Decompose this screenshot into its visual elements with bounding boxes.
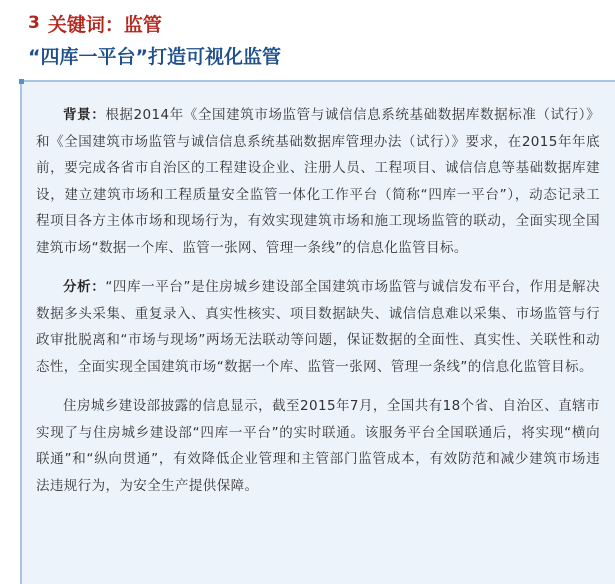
corner-marker-icon	[19, 79, 24, 84]
article-header	[28, 8, 608, 72]
paragraph-text: 住房城乡建设部披露的信息显示，截至2015年7月，全国共有18个省、自治区、直辖市实现了与住房城乡建设部“四库一平台”的实时联通。该服务平台全国联通后，将实现“横向联通”和“纵向贯通”，有效降低企业管理和主管部门监管成本，有效防范和减少建筑市场违法违规行为，为安全生产提供保障。	[36, 398, 600, 494]
article-body	[36, 102, 600, 512]
keyword-heading: 关键词：监管	[47, 13, 162, 36]
article-subtitle: “四库一平台”打造可视化监管	[28, 46, 281, 68]
paragraph-text: 根据2014年《全国建筑市场监管与诚信信息系统基础数据库数据标准（试行）》和《全国建筑市场监管与诚信信息系统基础数据库管理办法（试行）》要求，在2015年年底前，要完成各省市自治区的工程建设企业、注册人员、工程项目、诚信信息等基础数据库建设，建立建筑市场和工程质量安全监管一体化工作平台（简称“四库一平台”），动态记录工程项目各方主体市场和现场行为，有效实现建筑市场和施工现场监管的联动，全面实现全国建筑市场“数据一个库、监管一张网、管理一条线”的信息化监管目标。	[36, 107, 601, 256]
paragraph-background	[36, 102, 600, 261]
paragraph-text: “四库一平台”是住房城乡建设部全国建筑市场监管与诚信发布平台，作用是解决数据多头采集、重复录入、真实性核实、项目数据缺失、诚信信息难以采集、市场监管与行政审批脱离和“市场与现场”两场无法联动等问题，保证数据的全面性、真实性、关联性和动态性，全面实现全国建筑市场“数据一个库、监管一张网、管理一条线”的信息化监管目标。	[36, 279, 600, 375]
paragraph-analysis	[36, 274, 600, 380]
paragraph-label: 背景：	[63, 107, 106, 123]
paragraph-label: 分析：	[63, 279, 106, 295]
section-number: 3	[28, 13, 40, 33]
keyword-line	[28, 8, 608, 38]
paragraph-disclosure	[36, 393, 600, 499]
